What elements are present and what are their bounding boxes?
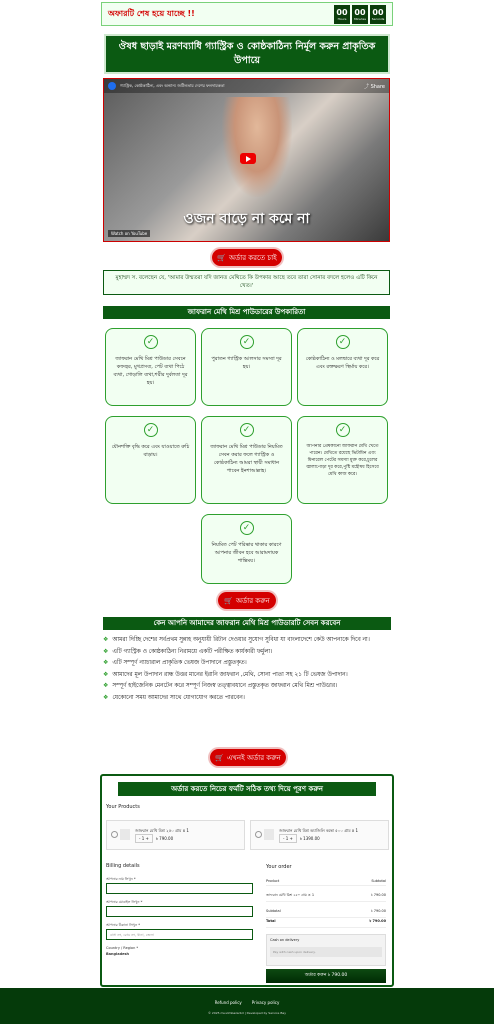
- offer-bar: [101, 2, 393, 26]
- cart-icon: 🛒: [217, 253, 226, 262]
- address-label: আপনার ঠিকানা লিখুন *: [106, 923, 141, 927]
- cart-icon: 🛒: [215, 753, 224, 762]
- video-thumbnail-figure: [222, 97, 292, 197]
- benefit-card: ✓ পুরাতন গ্যাস্ট্রিক আলসার সমস্যা দূর হয়।: [201, 328, 292, 406]
- payment-method[interactable]: Cash on delivery Pay with cash upon delivery.: [266, 934, 386, 966]
- check-circle-icon: ✓: [240, 423, 254, 437]
- benefit-card: ✓ জাফরান মেথি মিশ্র পাউডার সেবনে কফজ্বর, মুখপ্রসব্য, পেট ব্যথা পিঠে ব্যথা, গোড়ালি ব্যথা,শরীর দুর্বলতা দূর হয়।: [105, 328, 196, 406]
- name-field[interactable]: [106, 883, 253, 894]
- form-heading: অর্ডার করতে নিচের ফর্মটি সঠিক তথ্য দিয়ে পূরণ করুন: [118, 782, 376, 796]
- countdown-seconds: 00 Seconds: [370, 5, 386, 24]
- page-headline: ঔষধ ছাড়াই মরণব্যাধি গ্যাস্ট্রিক ও কোষ্ঠকাঠিন্য নির্মূল করুন প্রাকৃতিক উপায়ে: [104, 34, 390, 74]
- check-circle-icon: ✓: [144, 423, 158, 437]
- phone-label: আপনার মোবাইল লিখুন *: [106, 900, 143, 904]
- country-value[interactable]: Bangladesh: [106, 952, 130, 956]
- video-embed[interactable]: [103, 78, 390, 242]
- place-order-button[interactable]: অর্ডার করুন ৳ 790.00: [266, 969, 386, 983]
- leaf-icon: ❖: [103, 659, 109, 666]
- quantity-stepper[interactable]: - 1 +: [279, 834, 297, 843]
- total-row: Total ৳ 790.00: [266, 919, 386, 928]
- benefit-card: ✓ কোষ্ঠকাঠিন্য ও মলদ্বারে ব্যথা দূর করে এবং রক্তক্ষরণ স্থির্মায় করে।: [297, 328, 388, 406]
- leaf-icon: ❖: [103, 636, 109, 643]
- your-products-title: Your Products: [106, 804, 140, 810]
- leaf-icon: ❖: [103, 682, 109, 689]
- payment-note: Pay with cash upon delivery.: [270, 947, 382, 957]
- product-radio[interactable]: [255, 831, 262, 838]
- leaf-icon: ❖: [103, 670, 109, 678]
- channel-logo-icon: [108, 82, 116, 90]
- address-field[interactable]: বাসা নং, রোড নং, থানা, জেলা: [106, 929, 253, 940]
- product-option[interactable]: জাফরান মেথি মিশ্র অ্যাজিলি কম্বো ৫০০ গ্রাম x 1 - 1 + ৳ 1390.00: [250, 820, 389, 850]
- product-thumbnail: [264, 829, 274, 840]
- product-thumbnail: [120, 829, 130, 840]
- product-option[interactable]: জাফরান মেথি মিশ্র ২৫০ গ্রাম x 1 - 1 + ৳ 790.00: [106, 820, 245, 850]
- why-list: [103, 636, 391, 705]
- order-table-header: Product Subtotal: [266, 879, 386, 886]
- check-circle-icon: ✓: [144, 335, 158, 349]
- country-label: Country / Region *: [106, 946, 139, 950]
- video-title: গ্যাস্ট্রিক, কোষ্ঠকাঠিন্য, এবং অন্যান্য জটিলতায় দেশের ফলদায়কতা: [120, 82, 225, 88]
- check-circle-icon: ✓: [240, 335, 254, 349]
- order-now-button[interactable]: 🛒 এখনই অর্ডার করুন: [210, 749, 286, 766]
- order-form: [100, 774, 394, 987]
- order-button-primary[interactable]: 🛒 অর্ডার করতে চাই: [212, 249, 282, 266]
- list-item: ❖ আমাদের মূল উপাদান রান্ধ উত্তর মানের ইরানি জাফরান ,মেথি, সোনা পাতা সহ ২১ টি ভেষজ উপাদান।: [103, 670, 348, 678]
- benefit-card: ✓ যৌনশক্তি বৃদ্ধি করে এবং যাওয়াতে রুচি বাড়ায়।: [105, 416, 196, 504]
- leaf-icon: ❖: [103, 693, 109, 701]
- play-button-icon[interactable]: [240, 153, 256, 164]
- benefit-card: ✓ জাফরান মেথি মিশ্র পাউডার নিয়মিত সেবন করার ফলে গ্যাস্ট্রিক ও কোষ্ঠকাঠিন্য আমরা স্থায়ী সমাধান পাবেন ইনশাআল্লাহ।: [201, 416, 292, 504]
- video-top-bar: [104, 79, 389, 93]
- list-item: ❖ এটি সম্পূর্ণ ন্যাচারাল প্রাকৃতিক ভেষজ উপাদানে প্রস্তুতকৃত।: [103, 659, 247, 666]
- why-heading: কেন আপনি আমাদের জাফরান মেথি মিশ্র পাউডারটি সেবন করবেন: [103, 617, 391, 630]
- cart-icon: 🛒: [224, 596, 233, 605]
- check-circle-icon: ✓: [336, 423, 350, 437]
- name-label: আপনার নাম লিখুন *: [106, 877, 136, 881]
- benefit-card: ✓ নিয়মিত পেট পরিষ্কার থাকার কারণে আপনার জীবন হবে আরামদায়ক শান্তিময়।: [201, 514, 292, 584]
- share-icon[interactable]: ⤴ Share: [363, 83, 385, 90]
- countdown-timer: [334, 5, 386, 24]
- list-item: ❖ সম্পূর্ণ হাইজেনিক মেনটেন করে সম্পূর্ণ নিজস্ব তত্ত্বাবধানে প্রস্তুতকৃত জাফরান মেথি মিশ্র পাউডার।: [103, 682, 338, 689]
- privacy-policy-link[interactable]: Privacy policy: [251, 1000, 280, 1005]
- order-item-row: জাফরান মেথি মিশ্র ২৫০ গ্রাম × 1 ৳ 790.00: [266, 893, 386, 902]
- check-circle-icon: ✓: [336, 335, 350, 349]
- refund-policy-link[interactable]: Refund policy: [214, 1000, 242, 1005]
- subtotal-row: Subtotal ৳ 790.00: [266, 909, 386, 918]
- offer-text: অফারটি শেষ হয়ে যাচ্ছে !!: [108, 8, 195, 18]
- benefit-card: ✓ আপনার প্রেষকানো জাফরান মেথি খেতে পারেন। মেথিতে রয়েছে ভিটামিন এবং মিনারেল পেটের সমস্যা মুক্ত করে,চুলের জ্বালাপোড়া দূর করে,পুষ্টি মহৌষধ হিসেবে মেথি কাজ করে।: [297, 416, 388, 504]
- benefits-heading: জাফরান মেথি মিশ্র পাউডারের উপকারিতা: [103, 306, 390, 319]
- phone-field[interactable]: [106, 906, 253, 917]
- video-caption: ওজন বাড়ে না কমে না: [183, 211, 310, 227]
- product-radio[interactable]: [111, 831, 118, 838]
- order-button-secondary[interactable]: 🛒 অর্ডার করুন: [218, 592, 276, 609]
- quantity-stepper[interactable]: - 1 +: [135, 834, 153, 843]
- your-order-title: Your order: [266, 864, 292, 870]
- footer: [0, 988, 494, 1024]
- hadith-quote: মুহাম্মদ স. বলেছেন যে, 'আমার উম্মতরা যদি জানত মেথিতে কি উপকার আছে তবে তারা সোনার বদলে হলেও এটি কিনে খেত।': [103, 270, 390, 295]
- list-item: ❖ এটি গ্যাস্ট্রিক ও কোষ্ঠকাঠিন্য নিরাময়ে একটি পরীক্ষিত কার্যকারী ফর্মুলা।: [103, 647, 273, 655]
- countdown-hours: 00 Hours: [334, 5, 350, 24]
- watch-on-youtube-link[interactable]: Watch on YouTube: [108, 230, 150, 237]
- copyright-text: © 2025 muslimbazarbd | Developed by Service Bay: [207, 1011, 287, 1015]
- countdown-minutes: 00 Minutes: [352, 5, 368, 24]
- list-item: ❖ আমরা দিচ্ছি দেশের সর্বপ্রথম সুন্নাহ অনুযায়ী রিটান দেওয়ার সুযোগ সুবিধা যা বাংলাদেশে কেউ আপনাকে দিবে না।: [103, 636, 370, 643]
- list-item: ❖ যেকোনো সময় আমাদের সাথে যোগাযোগ করতে পারবেন।: [103, 693, 245, 701]
- check-circle-icon: ✓: [240, 521, 254, 535]
- leaf-icon: ❖: [103, 647, 109, 655]
- billing-title: Billing details: [106, 863, 140, 869]
